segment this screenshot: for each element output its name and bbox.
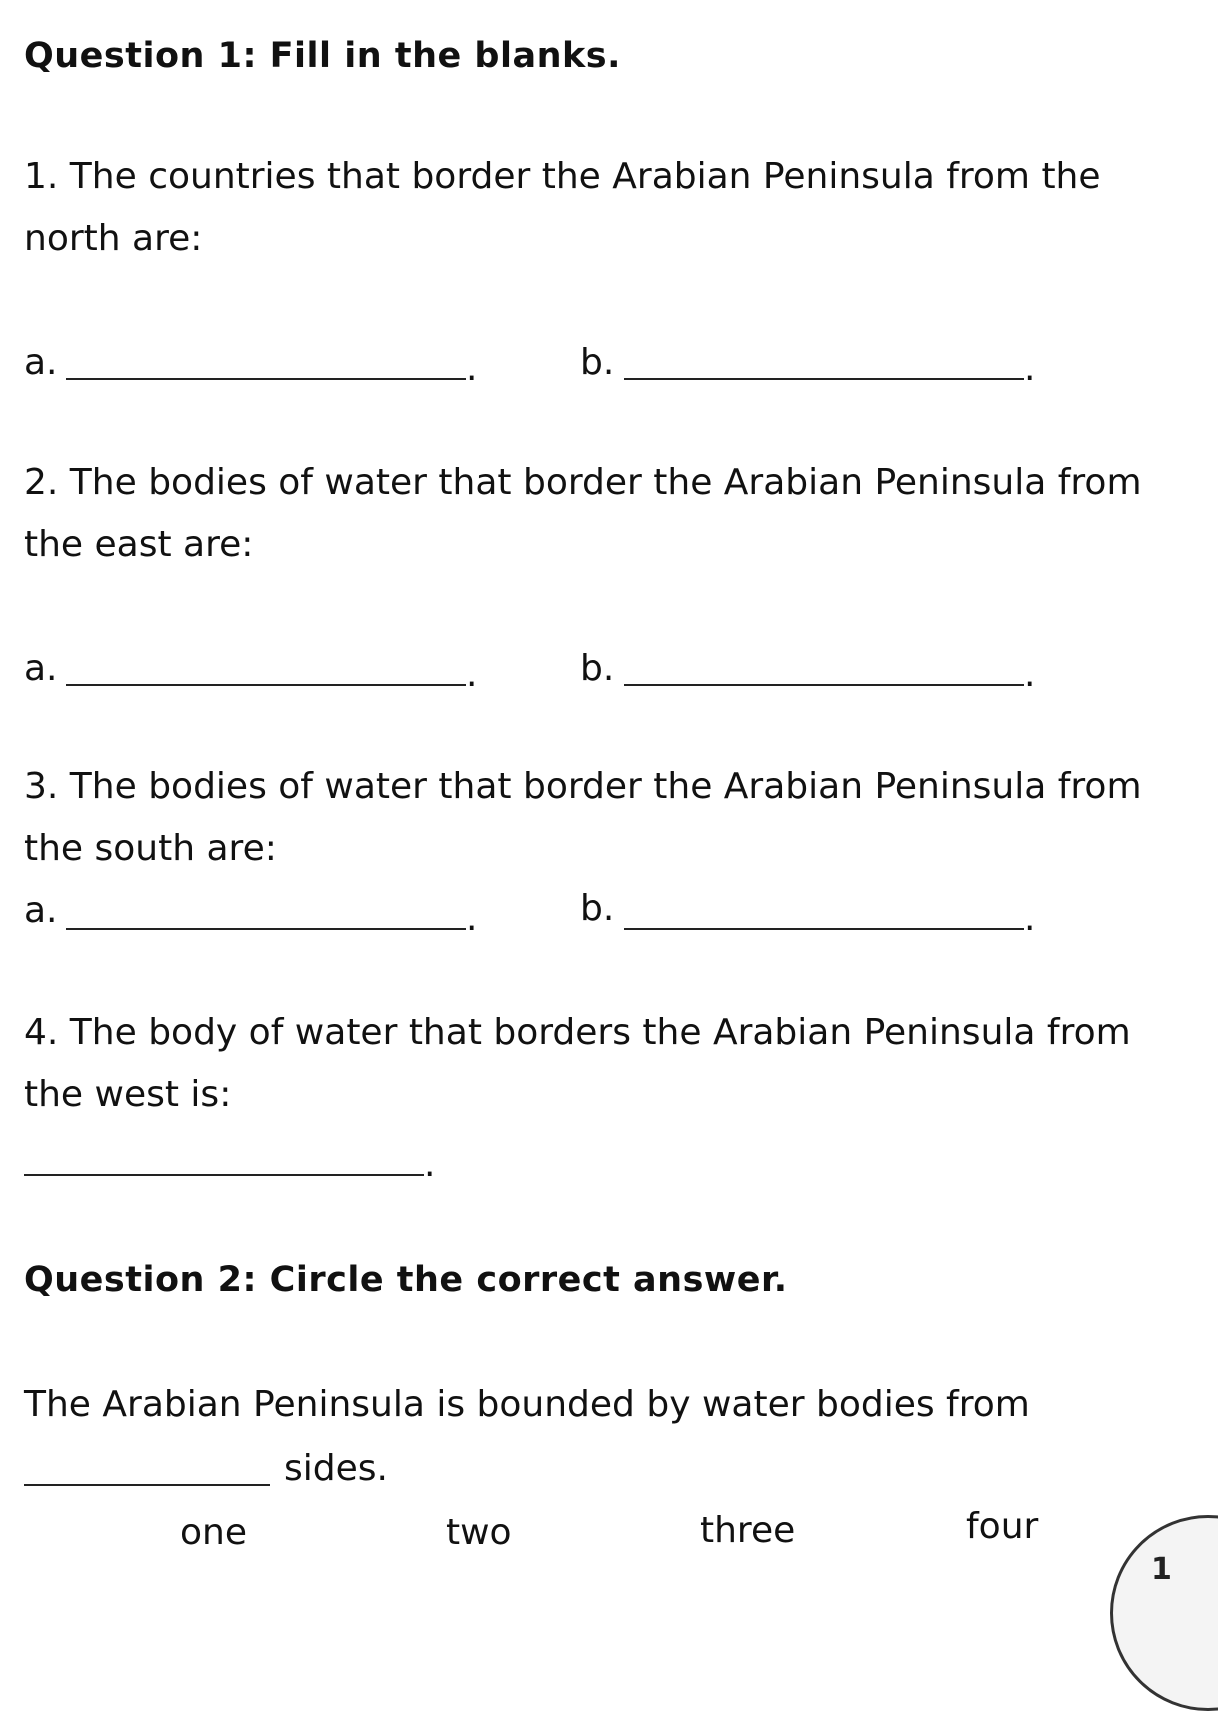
q1-item2-b-label: b. [580,648,615,689]
page-number: 1 [1151,1552,1172,1587]
q1-item1-line2: north are: [24,218,203,259]
q1-item3-a-label: a. [24,890,58,931]
page-number-badge [1110,1515,1218,1711]
q1-item3-line1: 3. The bodies of water that border the Arabian Peninsula from [24,766,1142,807]
q2-option-three[interactable]: three [700,1510,796,1551]
q1-item2-a-label: a. [24,648,58,689]
q2-option-one[interactable]: one [180,1512,247,1553]
q2-sentence-suffix: sides. [284,1448,388,1489]
q1-item1-a-label: a. [24,342,58,383]
q1-item3-line2: the south are: [24,828,277,869]
q1-item3-b-label: b. [580,888,615,929]
q1-item1-b-period: . [1024,348,1036,389]
q1-item2-a-period: . [466,654,478,695]
q1-item4-line1: 4. The body of water that borders the Arabian Peninsula from [24,1012,1131,1053]
q1-item1-line1: 1. The countries that border the Arabian Peninsula from the [24,156,1101,197]
q1-item2-a-blank[interactable] [66,684,466,686]
q1-item3-a-period: . [466,898,478,939]
q1-item2-b-blank[interactable] [624,684,1024,686]
q1-item4-line2: the west is: [24,1074,232,1115]
q1-item1-a-blank[interactable] [66,378,466,380]
question2-heading: Question 2: Circle the correct answer. [24,1260,788,1300]
q1-item3-b-period: . [1024,898,1036,939]
q1-item1-a-period: . [466,348,478,389]
q2-option-two[interactable]: two [446,1512,512,1553]
q1-item2-line1: 2. The bodies of water that border the Arabian Peninsula from [24,462,1142,503]
q1-item2-b-period: . [1024,654,1036,695]
q1-item4-blank[interactable] [24,1174,424,1176]
q2-sentence-line1: The Arabian Peninsula is bounded by water bodies from [24,1384,1030,1425]
q2-sides-blank[interactable] [24,1484,270,1486]
question1-heading: Question 1: Fill in the blanks. [24,36,621,76]
q1-item2-line2: the east are: [24,524,254,565]
q1-item4-period: . [424,1144,436,1185]
q2-option-four[interactable]: four [966,1506,1039,1547]
q1-item1-b-label: b. [580,342,615,383]
q1-item1-b-blank[interactable] [624,378,1024,380]
q1-item3-a-blank[interactable] [66,928,466,930]
q1-item3-b-blank[interactable] [624,928,1024,930]
